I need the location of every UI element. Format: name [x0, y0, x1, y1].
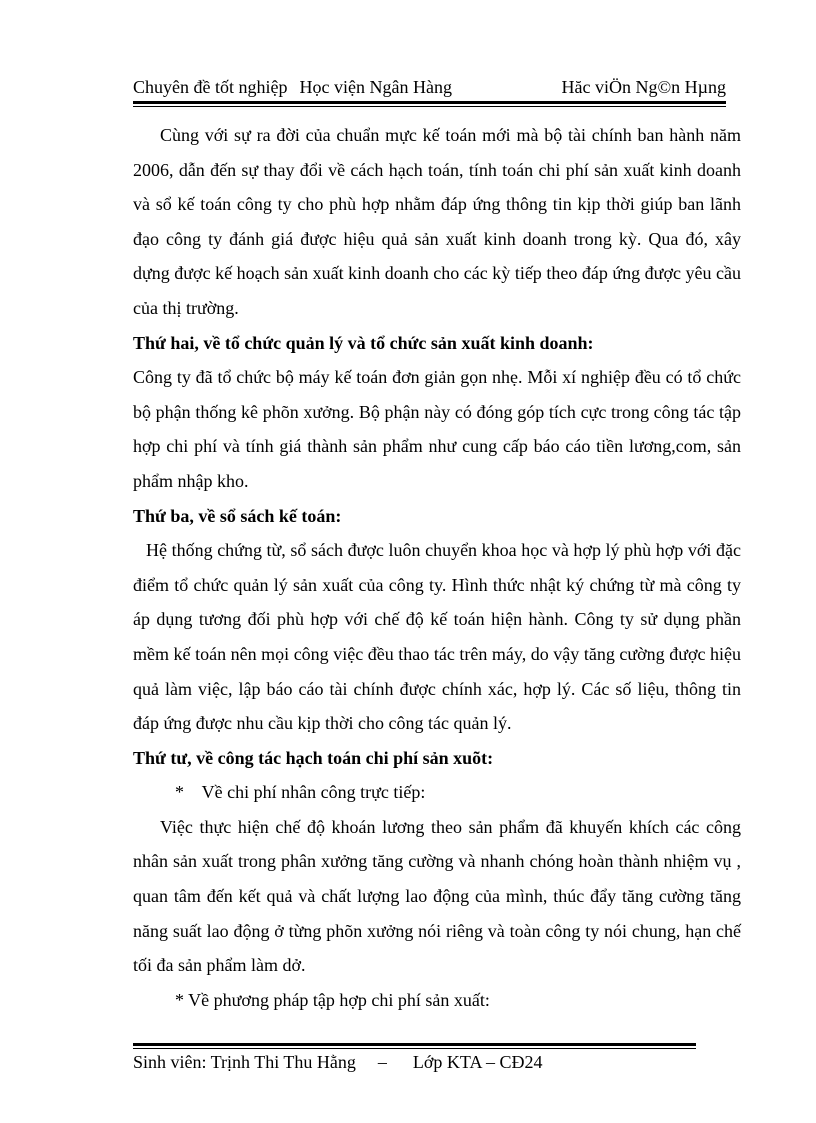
heading-second: Thứ hai, về tổ chức quản lý và tổ chức sản xuất kinh doanh: — [133, 332, 594, 353]
heading-fourth: Thứ tư, về công tác hạch toán chi phí sản xuõt: — [133, 747, 494, 768]
header-right-text: Hăc viÖn Ng©n Hµng — [561, 77, 726, 97]
page-header — [133, 74, 726, 100]
paragraph-4: Việc thực hiện chế độ khoán lương theo sản phẩm đã khuyến khích các công nhân sản xuất trong phân xưởng tăng cường và nhanh chóng hoàn thành nhiệm vụ , quan tâm đến kết quả và chất lượng lao động của mình, thúc đẩy tăng cường tăng năng suất lao động ở từng phõn xưởng nói riêng và toàn công ty nói chung, hạn chế tối đa sản phẩm làm dở. — [133, 816, 741, 976]
page-footer — [133, 1049, 696, 1075]
header-topic: Chuyên đề tốt nghiệp — [133, 77, 288, 97]
paragraph-1: Cùng với sự ra đời của chuẩn mực kế toán mới mà bộ tài chính ban hành năm 2006, dẫn đến sự thay đổi về cách hạch toán, tính toán chi phí sản xuất kinh doanh và sổ kế toán công ty cho phù hợp nhằm đáp ứng thông tin kịp thời giúp ban lãnh đạo công ty đánh giá được hiệu quả sản xuất kinh doanh trong kỳ. Qua đó, xây dựng được kế hoạch sản xuất kinh doanh cho các kỳ tiếp theo đáp ứng được yêu cầu của thị trường. — [133, 125, 741, 318]
document-body — [133, 118, 741, 1017]
bullet-direct-labor: * Về chi phí nhân công trực tiếp: — [175, 782, 426, 803]
footer-class: Lớp KTA – CĐ24 — [412, 1052, 543, 1072]
header-rule-thick — [133, 101, 726, 104]
header-institution: Học viện Ngân Hàng — [299, 77, 452, 97]
header-rule-thin — [133, 106, 726, 107]
paragraph-2: Công ty đã tổ chức bộ máy kế toán đơn giản gọn nhẹ. Mỗi xí nghiệp đều có tổ chức bộ phận thống kê phõn xưởng. Bộ phận này có đóng góp tích cực trong công tác tập hợp chi phí và tính giá thành sản phẩm như cung cấp báo cáo tiền lương,com, sản phẩm nhập kho. — [133, 367, 741, 491]
heading-third: Thứ ba, về sổ sách kế toán: — [133, 505, 342, 526]
footer-dash: – — [377, 1052, 387, 1072]
paragraph-3: Hệ thống chứng từ, sổ sách được luôn chuyển khoa học và hợp lý phù hợp với đặc điểm tổ chức quản lý sản xuất của công ty. Hình thức nhật ký chứng từ mà công ty áp dụng tương đối phù hợp với chế độ kế toán hiện hành. Công ty sử dụng phần mềm kế toán nên mọi công việc đều thao tác trên máy, do vậy tăng cường được hiệu quả làm việc, lập báo cáo tài chính được chính xác, hợp lý. Các số liệu, thông tin đáp ứng được nhu cầu kịp thời cho công tác quản lý. — [133, 540, 741, 734]
footer-rule-thin — [133, 1043, 696, 1046]
bullet-cost-method: * Về phương pháp tập hợp chi phí sản xuất: — [175, 989, 490, 1010]
footer-student: Sinh viên: Trịnh Thi Thu Hằng — [133, 1052, 356, 1072]
header-left — [133, 74, 452, 100]
